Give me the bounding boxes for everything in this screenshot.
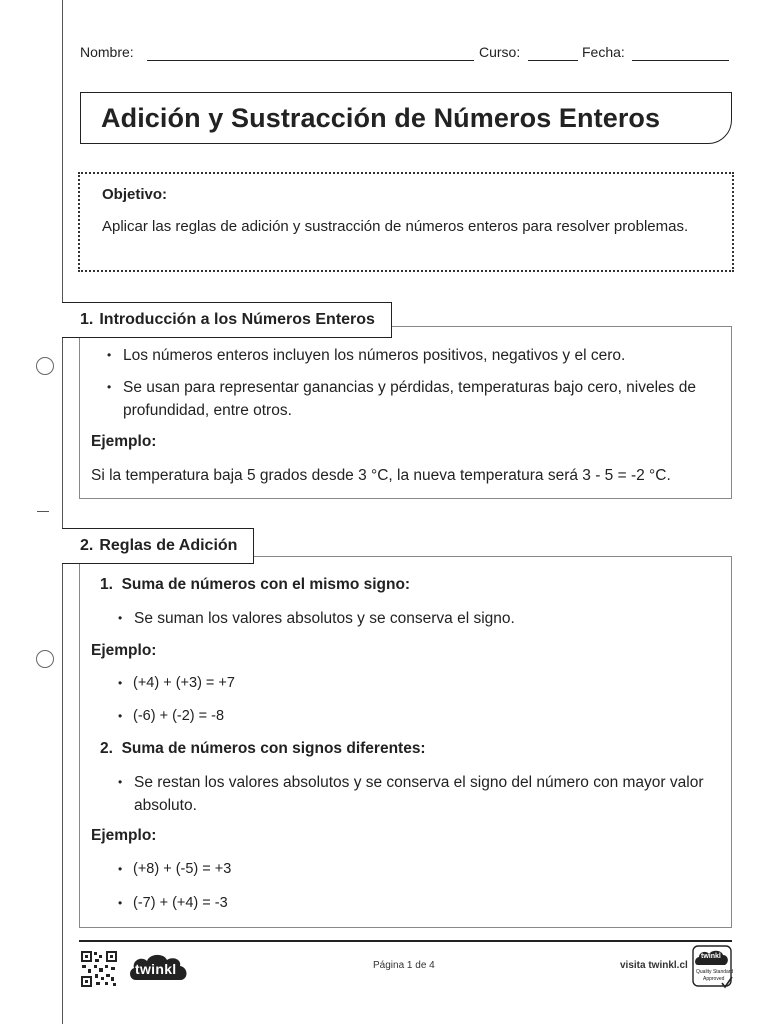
- badge-brand: twinkl: [701, 953, 721, 960]
- list-item: • Los números enteros incluyen los números positivos, negativos y el cero.: [123, 344, 713, 367]
- curso-field[interactable]: [528, 60, 578, 61]
- punch-hole: [36, 650, 54, 668]
- rule-heading: [100, 740, 426, 758]
- footer-divider: [79, 940, 732, 942]
- fold-mark: [37, 511, 49, 512]
- header-fields: [80, 44, 730, 64]
- example-text: Si la temperatura baja 5 grados desde 3 °C, la nueva temperatura será 3 - 5 = -2 °C.: [91, 467, 671, 484]
- section-title: Introducción a los Números Enteros: [99, 311, 375, 328]
- fecha-field[interactable]: [632, 60, 729, 61]
- example-equation: • (+8) + (-5) = +3: [133, 861, 231, 877]
- title-box: [80, 92, 732, 144]
- section-title: Reglas de Adición: [99, 537, 238, 554]
- example-label: Ejemplo:: [91, 827, 157, 844]
- section-heading-addition: [62, 528, 254, 564]
- rule-title: Suma de números con el mismo signo:: [121, 576, 411, 593]
- rule-number: 1.: [100, 576, 113, 593]
- rule-heading: [100, 576, 410, 594]
- twinkl-logo: [128, 950, 190, 991]
- binder-margin-line: [62, 0, 63, 1024]
- example-equation: • (-7) + (+4) = -3: [133, 895, 228, 911]
- nombre-label: Nombre:: [80, 44, 134, 60]
- punch-hole: [36, 357, 54, 375]
- badge-icon: [692, 945, 734, 989]
- example-label: Ejemplo:: [91, 433, 157, 450]
- quality-badge: [692, 945, 734, 989]
- website-link[interactable]: visita twinkl.cl: [620, 960, 688, 971]
- section-intro: [79, 326, 732, 499]
- curso-label: Curso:: [479, 44, 521, 60]
- list-item: • Se restan los valores absolutos y se conserva el signo del número con mayor valor absoluto.: [134, 771, 714, 817]
- badge-line1: Quality Standard: [696, 969, 734, 975]
- objective-label: Objetivo:: [102, 186, 168, 203]
- page-title: Adición y Sustracción de Números Enteros: [101, 102, 661, 133]
- rule-title: Suma de números con signos diferentes:: [121, 740, 426, 757]
- example-equation: • (-6) + (-2) = -8: [133, 708, 224, 724]
- badge-line2: Approved: [703, 976, 725, 982]
- example-label: Ejemplo:: [91, 642, 157, 659]
- qr-code-icon: [80, 950, 118, 988]
- logo-text: twinkl: [135, 961, 177, 977]
- section-addition-rules: [79, 556, 732, 928]
- list-item: • Se suman los valores absolutos y se conserva el signo.: [134, 607, 714, 630]
- rule-number: 2.: [100, 740, 113, 757]
- section-number: 2.: [80, 537, 94, 554]
- objective-text: Aplicar las reglas de adición y sustracción de números enteros para resolver problemas.: [102, 218, 689, 235]
- nombre-field[interactable]: [147, 60, 474, 61]
- section-heading-intro: [62, 302, 392, 338]
- objective-box: [78, 172, 734, 272]
- fecha-label: Fecha:: [582, 44, 625, 60]
- section-number: 1.: [80, 311, 94, 328]
- list-item: • Se usan para representar ganancias y pérdidas, temperaturas bajo cero, niveles de profundidad, entre otros.: [123, 376, 723, 422]
- example-equation: • (+4) + (+3) = +7: [133, 675, 235, 691]
- page-number: Página 1 de 4: [373, 960, 435, 971]
